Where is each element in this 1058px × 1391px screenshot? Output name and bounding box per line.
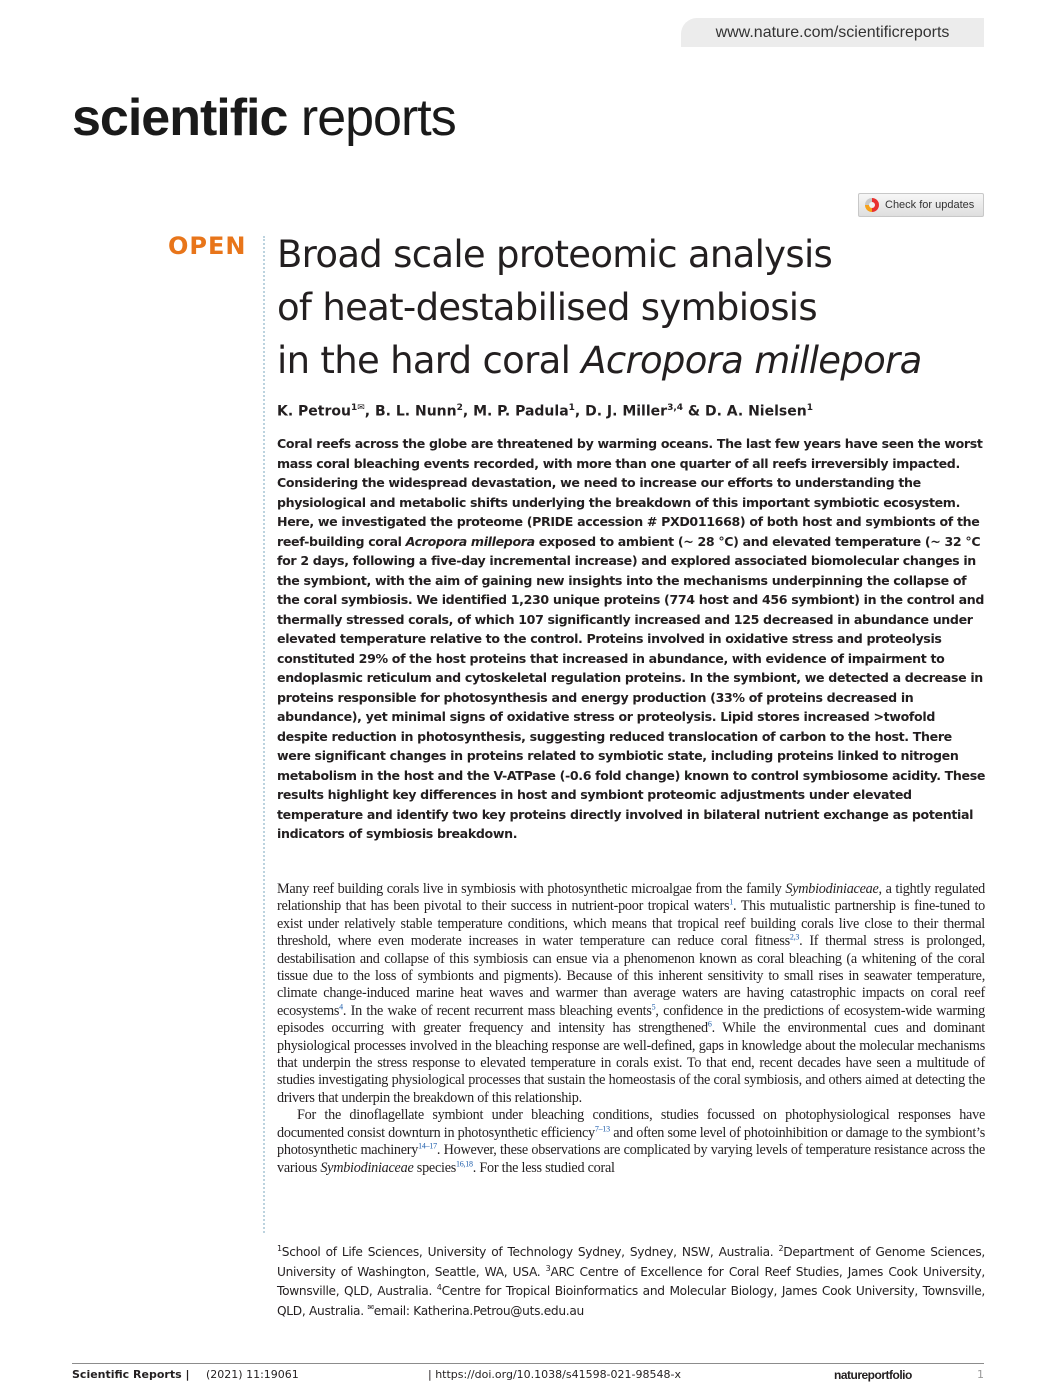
footer-doi-link[interactable]: | https://doi.org/10.1038/s41598-021-98548-x — [428, 1368, 681, 1381]
text-run: . However, these observations are complicated by varying levels of temperature resistance across the various — [277, 1142, 985, 1176]
abstract — [277, 434, 989, 844]
check-for-updates-button[interactable] — [858, 193, 984, 217]
author-separator: , — [574, 403, 586, 420]
author-name[interactable]: D. A. Nielsen — [704, 403, 807, 420]
text-run: , a tightly regulated relationship that has been pivotal to their success in nutrient-poor tropical waters — [277, 881, 985, 915]
affiliation-number: 1 — [277, 1243, 282, 1253]
author-affiliation: 3,4 — [667, 403, 684, 413]
text-run: . This mutualistic partnership is fine-tuned to exist under relatively stable temperature conditions, which means that tropical reef building corals live close to their thermal threshold, where even moderate increases in water temperature can reduce coral fitness — [277, 898, 985, 950]
logo-light: reports — [300, 89, 456, 147]
affiliation-number: 4 — [436, 1282, 442, 1292]
abstract-species: Acropora millepora — [405, 533, 535, 549]
email-icon[interactable]: ✉ — [357, 403, 365, 413]
affiliation-text: Department of Genome Sciences, University of Washington, Seattle, WA, USA. — [277, 1245, 985, 1279]
page-footer — [72, 1368, 984, 1384]
author-name[interactable]: B. L. Nunn — [375, 403, 457, 420]
author-name[interactable]: D. J. Miller — [585, 403, 668, 420]
affiliation-number: 2 — [778, 1243, 784, 1253]
affiliation-text: School of Life Sciences, University of Technology Sydney, Sydney, NSW, Australia. — [281, 1245, 779, 1259]
author-name[interactable]: K. Petrou — [277, 403, 351, 420]
crossmark-icon — [865, 198, 879, 212]
author-separator: & — [683, 403, 705, 420]
article-title — [277, 228, 997, 387]
correspondence-email[interactable]: email: Katherina.Petrou@uts.edu.au — [373, 1303, 584, 1318]
nature-portfolio-logo: natureportfolio — [834, 1368, 912, 1382]
journal-url[interactable]: www.nature.com/scientificreports — [681, 18, 984, 47]
text-run: . For the less studied coral — [472, 1159, 615, 1176]
author-separator: , — [364, 403, 375, 420]
body-paragraph — [277, 1107, 985, 1177]
text-run: For the dinoflagellate symbiont under bleaching conditions, studies focussed on photophysiological responses have documented consist downturn in photosynthetic efficiency — [277, 1107, 985, 1141]
text-run: . If thermal stress is prolonged, destabilisation and collapse of this symbiosis can ensue via a phenomenon known as coral bleaching (a whitening of the coral tissue due to the loss of symbionts and pigments). Because of this inherent sensitivity to small rises in seawater temperature, climate change-induced marine heat waves and warmer than average waters are having catastrophic impacts on coral reef ecosystems — [277, 933, 986, 1019]
text-run: Many reef building corals live in symbiosis with photosynthetic microalgae from the family — [277, 881, 786, 897]
author-affiliation: 1 — [350, 403, 358, 413]
check-for-updates-label: Check for updates — [885, 199, 975, 211]
logo-bold: scientific — [72, 89, 288, 147]
title-line-2: of heat-destabilised symbiosis — [277, 286, 817, 329]
text-run: and often some level of photoinhibition or damage to the symbiont’s photosynthetic machinery — [277, 1124, 985, 1159]
citation-link[interactable]: 14–17 — [418, 1141, 437, 1151]
author-affiliation: 1 — [806, 403, 813, 413]
body-text — [277, 881, 985, 1177]
author-affiliation: 2 — [456, 403, 463, 413]
citation-link[interactable]: 1 — [729, 897, 734, 907]
body-paragraph — [277, 881, 985, 1107]
text-run: , confidence in the predictions of ecosystem-wide warming episodes occurring with greater frequency and intensity has strengthened — [277, 1002, 985, 1037]
author-separator: , — [462, 403, 474, 420]
affiliation-text: ARC Centre of Excellence for Coral Reef Studies, James Cook University, Townsville, QLD, Australia. — [277, 1264, 985, 1298]
taxon-name: Symbiodiniaceae — [320, 1159, 414, 1176]
citation-link[interactable]: 6 — [707, 1019, 712, 1029]
taxon-name: Symbiodiniaceae — [785, 881, 879, 897]
affiliation-number: 3 — [545, 1263, 551, 1273]
abstract-text: exposed to ambient (~ 28 °C) and elevated temperature (~ 32 °C for 2 days, following a five-day incremental increase) and explored associated biomolecular changes in the symbiont, with the aim of gaining new insights into the mechanisms underpinning the collapse of the coral symbiosis. We identified 1,230 unique proteins (774 host and 456 symbiont) in the control and thermally stressed corals, of which 107 significantly increased and 125 decreased in abundance under elevated temperature relative to the control. Proteins involved in oxidative stress and proteolysis constituted 29% of the host proteins that increased in abundance, with evidence of impairment to endoplasmic reticulum and cytoskeletal regulation proteins. In the symbiont, we detected a decrease in proteins responsible for photosynthesis and energy production (33% of proteins decreased in abundance), yet minimal signs of oxidative stress or proteolysis. Lipid stores increased >twofold despite reduction in photosynthesis, suggesting reduced translocation of carbon to the host. There were significant changes in proteins related to symbiotic state, including proteins linked to nitrogen metabolism in the host and the V-ATPase (-0.6 fold change) known to control symbiosome acidity. These results highlight key differences in host and symbiont proteomic adjustments under elevated temperature and identify two key proteins directly involved in bilateral nutrient exchange as potential indicators of symbiosis breakdown. — [277, 533, 986, 841]
margin-rule — [263, 236, 265, 1233]
text-run: species — [413, 1159, 457, 1176]
citation-link[interactable]: 7–13 — [594, 1123, 610, 1133]
email-icon: ✉ — [367, 1302, 374, 1312]
journal-logo — [72, 86, 456, 150]
citation-link[interactable]: 16,18 — [456, 1158, 473, 1168]
author-list — [277, 396, 997, 424]
citation-link[interactable]: 2,3 — [789, 932, 800, 942]
abstract-text: Coral reefs across the globe are threatened by warming oceans. The last few years have seen the worst mass coral bleaching events recorded, with more than one quarter of all reefs irreversibly impacted. Considering the widespread devastation, we need to increase our efforts to understanding the physiological and metabolic shifts underlying the breakdown of this important symbiotic ecosystem. Here, we investigated the proteome (PRIDE accession # PXD011668) of both host and symbionts of the reef-building coral — [277, 436, 983, 549]
footer-volume: (2021) 11:19061 — [206, 1368, 299, 1381]
footer-divider — [72, 1363, 984, 1364]
text-run: . In the wake of recent recurrent mass bleaching events — [342, 1002, 652, 1019]
text-run: . While the environmental cues and dominant physiological processes involved in the bleaching response are well-defined, gaps in knowledge about the molecular mechanisms that underpin the stress response to elevated temperature in corals exist. To that end, recent decades have seen a multitude of studies investigating physiological processes that sustain the homeostasis of the coral symbiosis, and others aimed at detecting the drivers that underpin the breakdown of this relationship. — [277, 1020, 985, 1106]
page-number: 1 — [977, 1368, 984, 1381]
title-line-1: Broad scale proteomic analysis — [277, 233, 833, 276]
open-access-label: OPEN — [168, 232, 247, 260]
footer-journal: Scientific Reports | — [72, 1368, 190, 1381]
title-species: Acropora millepora — [581, 339, 922, 382]
author-affiliation: 1 — [568, 403, 575, 413]
affiliation-text: Centre for Tropical Bioinformatics and Molecular Biology, James Cook University, Townsville, QLD, Australia. — [277, 1284, 985, 1318]
affiliations — [277, 1243, 985, 1321]
title-line-3: in the hard coral — [277, 339, 582, 382]
citation-link[interactable]: 5 — [651, 1002, 656, 1012]
author-name[interactable]: M. P. Padula — [473, 403, 569, 420]
citation-link[interactable]: 4 — [339, 1002, 343, 1012]
